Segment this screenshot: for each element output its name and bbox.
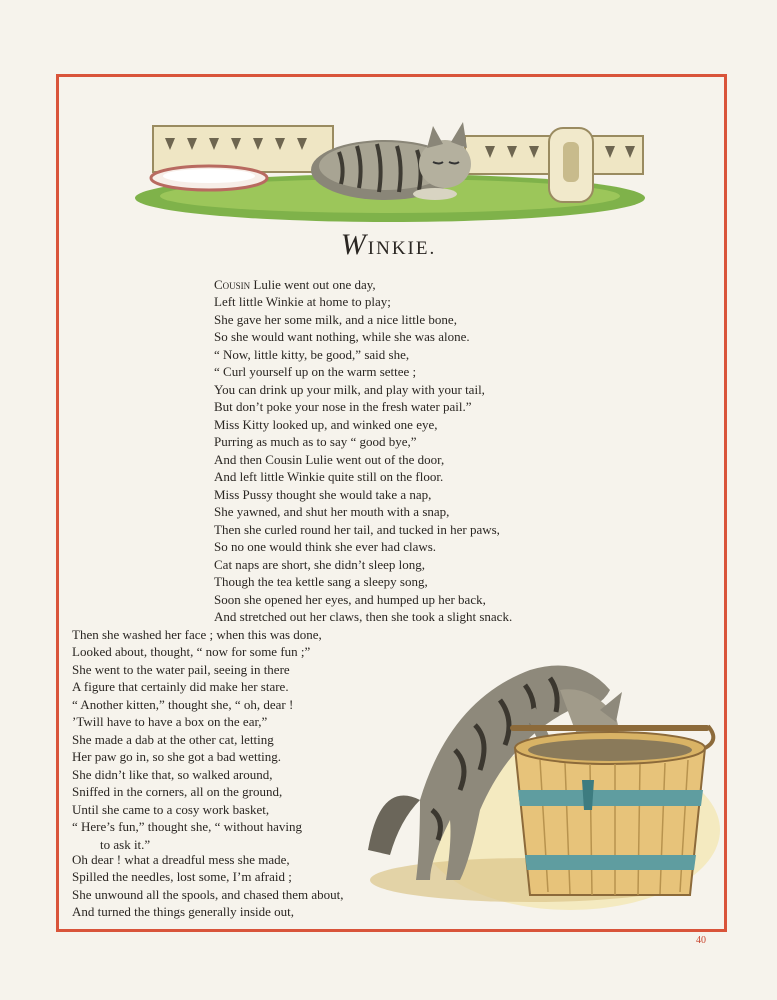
stanza-line: She didn’t like that, so walked around,: [72, 767, 273, 782]
stanza-line: Looked about, thought, “ now for some fun ;”: [72, 644, 311, 660]
stanza-line: Until she came to a cosy work basket,: [72, 801, 270, 817]
stanza-line: Though the tea kettle sang a sleepy song,: [214, 574, 428, 590]
stanza-line: Cat naps are short, she didn’t sleep long,: [214, 557, 425, 572]
stanza-line: And turned the things generally inside out,: [72, 904, 295, 920]
stanza-7: [72, 696, 293, 766]
cat-at-pail-illustration: [360, 630, 720, 910]
stanza-line: And stretched out her claws, then she took a slight snack.: [214, 609, 513, 625]
stanza-line: She went to the water pail, seeing in there: [72, 661, 290, 677]
stanza-line: Sniffed in the corners, all on the ground,: [72, 784, 283, 800]
stanza-line: Then she curled round her tail, and tucked in her paws,: [214, 521, 500, 537]
stanza-1: [214, 276, 470, 346]
title-rest: INKIE.: [367, 238, 437, 259]
stanza-line: So she would want nothing, while she was alone.: [214, 329, 470, 345]
stanza-2: [214, 346, 485, 416]
stanza-line: So no one would think she ever had claws.: [214, 539, 437, 555]
drop-word: Cousin: [214, 277, 254, 292]
title-initial: W: [340, 228, 368, 261]
stanza-line: She unwound all the spools, and chased them about,: [72, 886, 344, 902]
stanza-line: And left little Winkie quite still on the floor.: [214, 469, 444, 485]
stanza-line: Left little Winkie at home to play;: [214, 294, 391, 310]
stanza-line: She yawned, and shut her mouth with a snap,: [214, 504, 450, 520]
stanza-line: You can drink up your milk, and play with your tail,: [214, 381, 485, 397]
sleeping-cat-illustration: [135, 108, 645, 224]
stanza-line: ’Twill have to have a box on the ear,”: [72, 714, 268, 730]
page-number: 40: [696, 935, 706, 946]
stanza-line: But don’t poke your nose in the fresh water pail.”: [214, 399, 472, 415]
stanza-line: “ Curl yourself up on the warm settee ;: [214, 364, 417, 380]
poem-title: [0, 228, 777, 262]
stanza-line: Soon she opened her eyes, and humped up her back,: [214, 591, 486, 607]
stanza-4: [214, 486, 500, 556]
stanza-8: [72, 766, 302, 853]
stanza-5: [214, 556, 512, 626]
stanza-line: She made a dab at the other cat, letting: [72, 731, 274, 747]
stanza-line: Miss Pussy thought she would take a nap,: [214, 487, 432, 502]
stanza-3: [214, 416, 444, 486]
stanza-6: [72, 626, 322, 696]
stanza-1-line-1: Lulie went out one day,: [253, 277, 376, 292]
stanza-line: to ask it.”: [100, 836, 151, 852]
stanza-line: “ Another kitten,” thought she, “ oh, dear !: [72, 697, 294, 712]
stanza-line: She gave her some milk, and a nice little bone,: [214, 311, 457, 327]
stanza-line: Oh dear ! what a dreadful mess she made,: [72, 852, 290, 867]
stanza-line: “ Now, little kitty, be good,” said she,: [214, 347, 410, 362]
stanza-line: Her paw go in, so she got a bad wetting.: [72, 749, 282, 765]
stanza-line: Purring as much as to say “ good bye,”: [214, 434, 417, 450]
stanza-line: [214, 276, 470, 293]
stanza-line: A figure that certainly did make her stare.: [72, 679, 289, 695]
stanza-9: [72, 851, 344, 921]
stanza-line: And then Cousin Lulie went out of the door,: [214, 451, 445, 467]
stanza-line: Spilled the needles, lost some, I’m afraid ;: [72, 869, 292, 885]
stanza-line: “ Here’s fun,” thought she, “ without having: [72, 819, 302, 835]
stanza-line: Then she washed her face ; when this was done,: [72, 627, 322, 642]
stanza-line: Miss Kitty looked up, and winked one eye,: [214, 417, 438, 432]
